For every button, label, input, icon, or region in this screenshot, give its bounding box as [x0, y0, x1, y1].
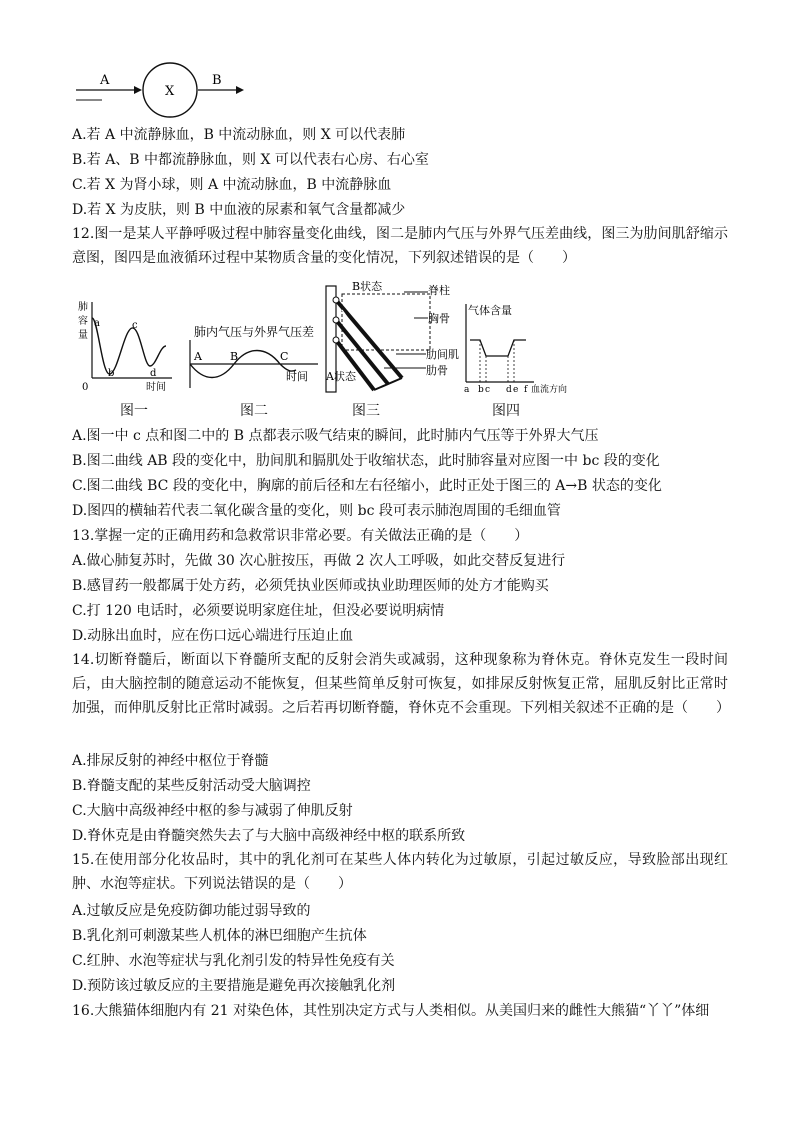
q16-stem: 16.大熊猫体细胞内有 21 对染色体，其性别决定方式与人类相似。从美国归来的雌性大熊猫“丫丫”体细	[72, 1003, 710, 1019]
q15-option-c: C.红肿、水泡等症状与乳化剂引发的特异性免疫有关	[72, 953, 395, 969]
fig4-tick-f: f	[524, 385, 528, 395]
q13-option-b: B.感冒药一般都属于处方药，必须凭执业医师或执业助理医师的处方才能购买	[72, 578, 549, 594]
fig3-label-rib: 肋骨	[426, 364, 448, 377]
fig3-label-sternum: 胸骨	[428, 312, 450, 325]
arrow-a-icon	[134, 86, 142, 94]
q15-option-b: B.乳化剂可刺激某些人机体的淋巴细胞产生抗体	[72, 928, 367, 944]
fig3-caption: 图三	[352, 403, 380, 419]
fig1-point-c: c	[132, 320, 138, 331]
q14-option-c: C.大脑中高级神经中枢的参与减弱了伸肌反射	[72, 803, 353, 819]
q13-option-a: A.做心肺复苏时，先做 30 次心脏按压，再做 2 次人工呼吸，如此交替反复进行	[72, 553, 566, 569]
q14-option-a: A.排尿反射的神经中枢位于脊髓	[72, 753, 269, 769]
q13-stem: 13.掌握一定的正确用药和急救常识非常必要。有关做法正确的是（ ）	[72, 528, 529, 544]
blood-flow-diagram	[72, 62, 252, 118]
fig4-tick-a: a	[464, 385, 470, 395]
q11-option-d: D.若 X 为皮肤，则 B 中血液的尿素和氧气含量都减少	[72, 202, 406, 218]
fig1-curve	[92, 318, 166, 374]
fig4-tick-c: c	[485, 385, 491, 395]
fig1-xlabel: 时间	[146, 382, 166, 393]
figure-1	[74, 296, 174, 396]
fig3-joint-3	[333, 337, 339, 343]
fig2-point-a: A	[194, 350, 202, 363]
fig3-label-spine: 脊柱	[428, 284, 450, 297]
fig1-ylabel-2: 容	[78, 316, 88, 327]
q11-option-c: C.若 X 为肾小球，则 A 中流动脉血，B 中流静脉血	[72, 177, 392, 193]
q11-option-a: A.若 A 中流静脉血，B 中流动脉血，则 X 可以代表肺	[72, 127, 406, 143]
fig3-rib-1	[336, 300, 402, 378]
q15-option-a: A.过敏反应是免疫防御功能过弱导致的	[72, 903, 311, 919]
fig3-sternum	[374, 378, 402, 390]
q12-option-b: B.图二曲线 AB 段的变化中，肋间肌和膈肌处于收缩状态，此时肺容量对应图一中 bc 段的变化	[72, 453, 660, 469]
q14-option-d: D.脊休克是由脊髓突然失去了与大脑中高级神经中枢的联系所致	[72, 828, 466, 844]
fig4-tick-d: d	[506, 385, 512, 395]
q15-option-d: D.预防该过敏反应的主要措施是避免再次接触乳化剂	[72, 978, 396, 994]
q14-option-b: B.脊髓支配的某些反射活动受大脑调控	[72, 778, 311, 794]
q11-option-b: B.若 A、B 中都流静脉血，则 X 可以代表右心房、右心室	[72, 152, 429, 168]
q14-stem: 14.切断脊髓后，断面以下脊髓所支配的反射会消失或减弱，这种现象称为脊休克。脊休克发生一段时间后，由大脑控制的随意运动不能恢复，但某些简单反射可恢复，如排尿反射恢复正常，屈肌反射比正常时加强，而伸肌反射比正常时减弱。之后若再切断脊髓，脊休克不会重现。下列相关叙述不正确的是（ ）	[72, 652, 730, 716]
fig3-state-b: B状态	[352, 280, 383, 293]
fig4-caption: 图四	[492, 403, 520, 419]
fig4-tick-e: e	[513, 385, 519, 395]
fig2-caption: 图二	[240, 403, 268, 419]
fig1-point-b: b	[108, 368, 115, 379]
figure-3	[322, 280, 472, 396]
label-x: X	[165, 84, 175, 99]
fig4-xlabel: 血流方向	[531, 385, 568, 395]
fig4-curve	[470, 340, 526, 356]
q15-stem: 15.在使用部分化妆品时，其中的乳化剂可在某些人体内转化为过敏原，引起过敏反应，导致脸部出现红肿、水泡等症状。下列说法错误的是（ ）	[72, 852, 728, 892]
fig3-joint-2	[333, 317, 339, 323]
q12-option-d: D.图四的横轴若代表二氧化碳含量的变化，则 bc 段可表示肺泡周围的毛细血管	[72, 503, 561, 519]
label-a: A	[100, 73, 110, 88]
fig1-point-a: a	[94, 318, 100, 329]
fig1-ylabel-3: 量	[78, 330, 88, 341]
figure-4	[460, 300, 572, 396]
fig1-caption: 图一	[120, 403, 148, 419]
fig2-point-c: C	[280, 350, 289, 363]
q13-option-c: C.打 120 电话时，必须要说明家庭住址，但没必要说明病情	[72, 603, 445, 619]
fig3-state-a: A状态	[326, 370, 356, 383]
fig1-ylabel-1: 肺	[78, 302, 88, 313]
label-b: B	[212, 73, 222, 88]
fig2-point-b: B	[230, 350, 239, 363]
q13-option-d: D.动脉出血时，应在伤口远心端进行压迫止血	[72, 628, 354, 644]
fig1-origin: 0	[82, 382, 89, 393]
figure-2	[184, 320, 324, 390]
fig2-title: 肺内气压与外界气压差	[194, 325, 315, 339]
fig1-point-d: d	[150, 368, 157, 379]
q12-stem: 12.图一是某人平静呼吸过程中肺容量变化曲线，图二是肺内气压与外界气压差曲线，图三为肋间肌舒缩示意图，图四是血液循环过程中某物质含量的变化情况，下列叙述错误的是（ ）	[72, 226, 728, 266]
q12-option-a: A.图一中 c 点和图二中的 B 点都表示吸气结束的瞬间，此时肺内气压等于外界大气压	[72, 428, 599, 444]
fig4-ylabel: 气体含量	[468, 304, 512, 317]
fig3-joint-1	[333, 297, 339, 303]
fig3-label-muscle: 肋间肌	[426, 348, 459, 361]
arrow-b-icon	[236, 86, 244, 94]
fig2-xlabel: 时间	[286, 370, 308, 383]
q12-option-c: C.图二曲线 BC 段的变化中，胸廓的前后径和左右径缩小，此时正处于图三的 A→B 状态的变化	[72, 478, 662, 494]
fig4-tick-b: b	[478, 385, 484, 395]
